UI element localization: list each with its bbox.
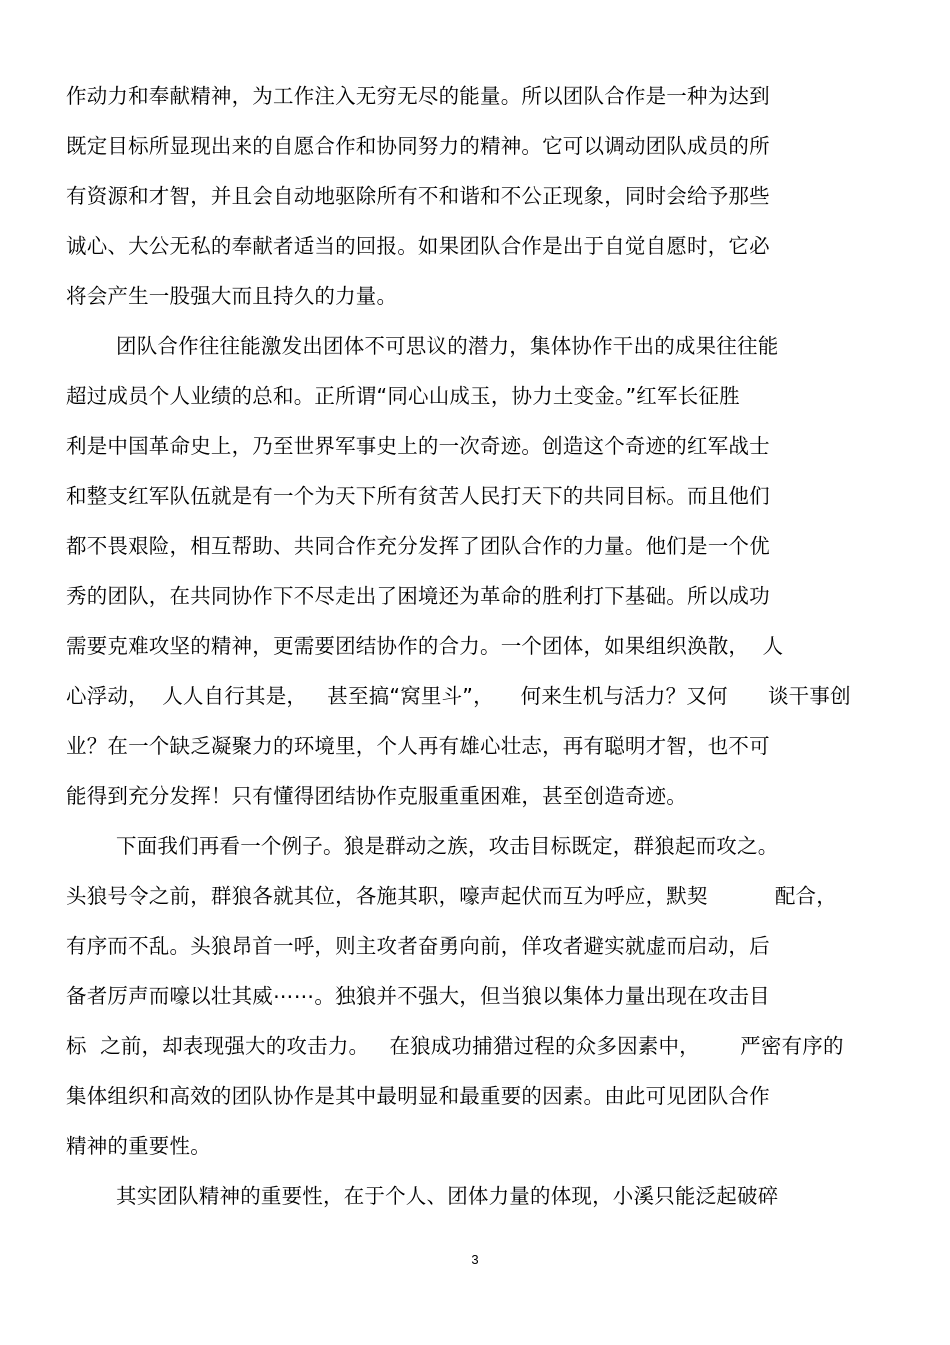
text-line-9: 和整支红军队伍就是有一个为天下所有贫苦人民打天下的共同目标。而且他们 [66,484,770,508]
paragraph-start-line: 其实团队精神的重要性，在于个人、团体力量的体现，小溪只能泛起破碎 [116,1184,779,1208]
text-line-14: 业？在一个缺乏凝聚力的环境里，个人再有雄心壮志，再有聪明才智，也不可 [66,734,770,758]
text-line-2: 既定目标所显现出来的自愿合作和协同努力的精神。它可以调动团队成员的所 [66,134,770,158]
text-line-7: 超过成员个人业绩的总和。正所谓“同心山成玉，协力土变金。”红军长征胜 [66,384,740,408]
text-line-21: 集体组织和高效的团队协作是其中最明显和最重要的因素。由此可见团队合作 [66,1084,770,1108]
page-number: 3 [471,1252,479,1267]
text-line-12: 需要克难攻坚的精神，更需要团结协作的合力。一个团体，如果组织涣散， 人 [66,634,784,658]
text-line-20: 标 之前，却表现强大的攻击力。 在狼成功捕猎过程的众多因素中， 严密有序的 [66,1034,844,1058]
text-line-22: 精神的重要性。 [66,1134,211,1158]
text-line-13: 心浮动， 人人自行其是， 甚至搞“窝里斗”， 何来生机与活力？又何 谈干事创 [66,684,851,708]
text-line-18: 有序而不乱。头狼昂首一呼，则主攻者奋勇向前，佯攻者避实就虚而启动，后 [66,934,770,958]
text-line-15: 能得到充分发挥！只有懂得团结协作克服重重困难，甚至创造奇迹。 [66,784,687,808]
text-line-1: 作动力和奉献精神，为工作注入无穷无尽的能量。所以团队合作是一种为达到 [66,84,770,108]
paragraph-start-line: 下面我们再看一个例子。狼是群动之族，攻击目标既定，群狼起而攻之。 [116,834,779,858]
text-line-4: 诚心、大公无私的奉献者适当的回报。如果团队合作是出于自觉自愿时，它必 [66,234,770,258]
text-line-5: 将会产生一股强大而且持久的力量。 [66,284,398,308]
paragraph-start-line: 团队合作往往能激发出团体不可思议的潜力，集体协作干出的成果往往能 [116,334,779,358]
text-line-8: 利是中国革命史上，乃至世界军事史上的一次奇迹。创造这个奇迹的红军战士 [66,434,770,458]
text-line-3: 有资源和才智，并且会自动地驱除所有不和谐和不公正现象，同时会给予那些 [66,184,770,208]
text-line-17: 头狼号令之前，群狼各就其位，各施其职，嚎声起伏而互为呼应，默契 配合， [66,884,837,908]
text-line-10: 都不畏艰险，相互帮助、共同合作充分发挥了团队合作的力量。他们是一个优 [66,534,770,558]
text-line-19: 备者厉声而嚎以壮其威⋯⋯。独狼并不强大，但当狼以集体力量出现在攻击目 [66,984,770,1008]
text-line-11: 秀的团队，在共同协作下不尽走出了困境还为革命的胜利打下基础。所以成功 [66,584,770,608]
